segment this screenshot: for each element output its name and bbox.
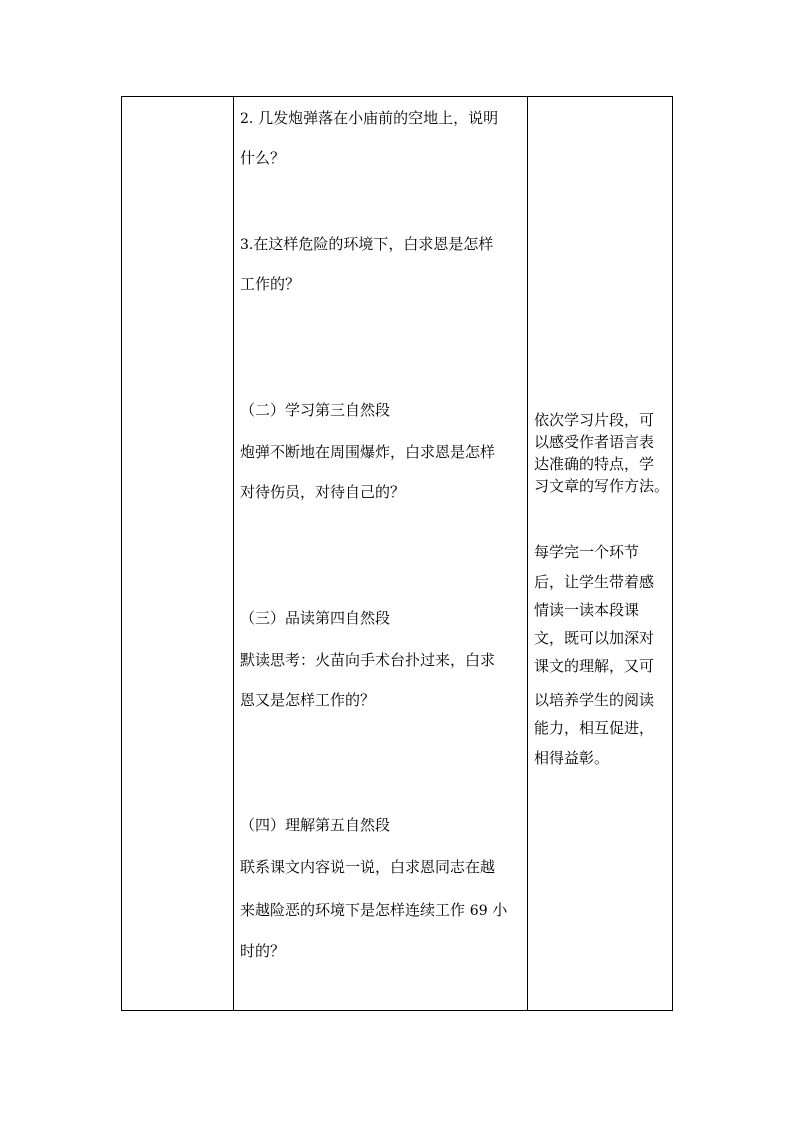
- column-divider-right: [527, 97, 528, 1010]
- question-3-number: 3.: [240, 237, 254, 253]
- column-divider-left: [233, 97, 234, 1010]
- section-4-line1: 联系课文内容说一说，白求恩同志在越: [240, 858, 496, 876]
- note-2-line: 能力，相互促进，: [534, 719, 655, 737]
- question-2-line2: 什么？: [240, 149, 286, 167]
- section-4-line2: [240, 900, 507, 921]
- section-4-line2-text: 来越险恶的环境下是怎样连续工作: [240, 901, 466, 919]
- note-2-line: 课文的理解，又可: [534, 657, 655, 675]
- section-2-line1: 炮弹不断地在周围爆炸，白求恩是怎样: [240, 443, 496, 461]
- note-2-line: 相得益彰。: [534, 749, 610, 767]
- note-2-line: 情读一读本段课: [534, 601, 640, 619]
- note-1-line: 以感受作者语言表: [534, 433, 655, 451]
- section-4-line2-end: 小: [492, 901, 508, 919]
- section-2-heading: （二）学习第三自然段: [240, 401, 391, 419]
- note-1-line: 习文章的写作方法。: [534, 477, 670, 495]
- question-2-number: 2.: [240, 111, 254, 127]
- question-3-text: 在这样危险的环境下，白求恩是怎样: [253, 235, 494, 253]
- section-3-line2: 恩又是怎样工作的？: [240, 691, 376, 709]
- section-3-line1: 默读思考：火苗向手术台扑过来，白求: [240, 651, 496, 669]
- note-2-line: 后，让学生带着感: [534, 573, 655, 591]
- section-3-heading: （三）品读第四自然段: [240, 609, 391, 627]
- note-2-line: 每学完一个环节: [534, 543, 640, 561]
- note-2-line: 以培养学生的阅读: [534, 691, 655, 709]
- section-4-hours-number: 69: [469, 903, 488, 919]
- note-1-line: 依次学习片段，可: [534, 411, 655, 429]
- question-2-line1: [240, 108, 498, 129]
- section-2-line2: 对待伤员，对待自己的？: [240, 483, 406, 501]
- question-3-line1: [240, 234, 493, 255]
- section-4-heading: （四）理解第五自然段: [240, 816, 391, 834]
- question-3-line2: 工作的？: [240, 275, 301, 293]
- question-2-text: 几发炮弹落在小庙前的空地上，说明: [258, 109, 499, 127]
- note-2-line: 文，既可以加深对: [534, 629, 655, 647]
- section-4-line3: 时的？: [240, 942, 286, 960]
- note-1-line: 达准确的特点，学: [534, 455, 655, 473]
